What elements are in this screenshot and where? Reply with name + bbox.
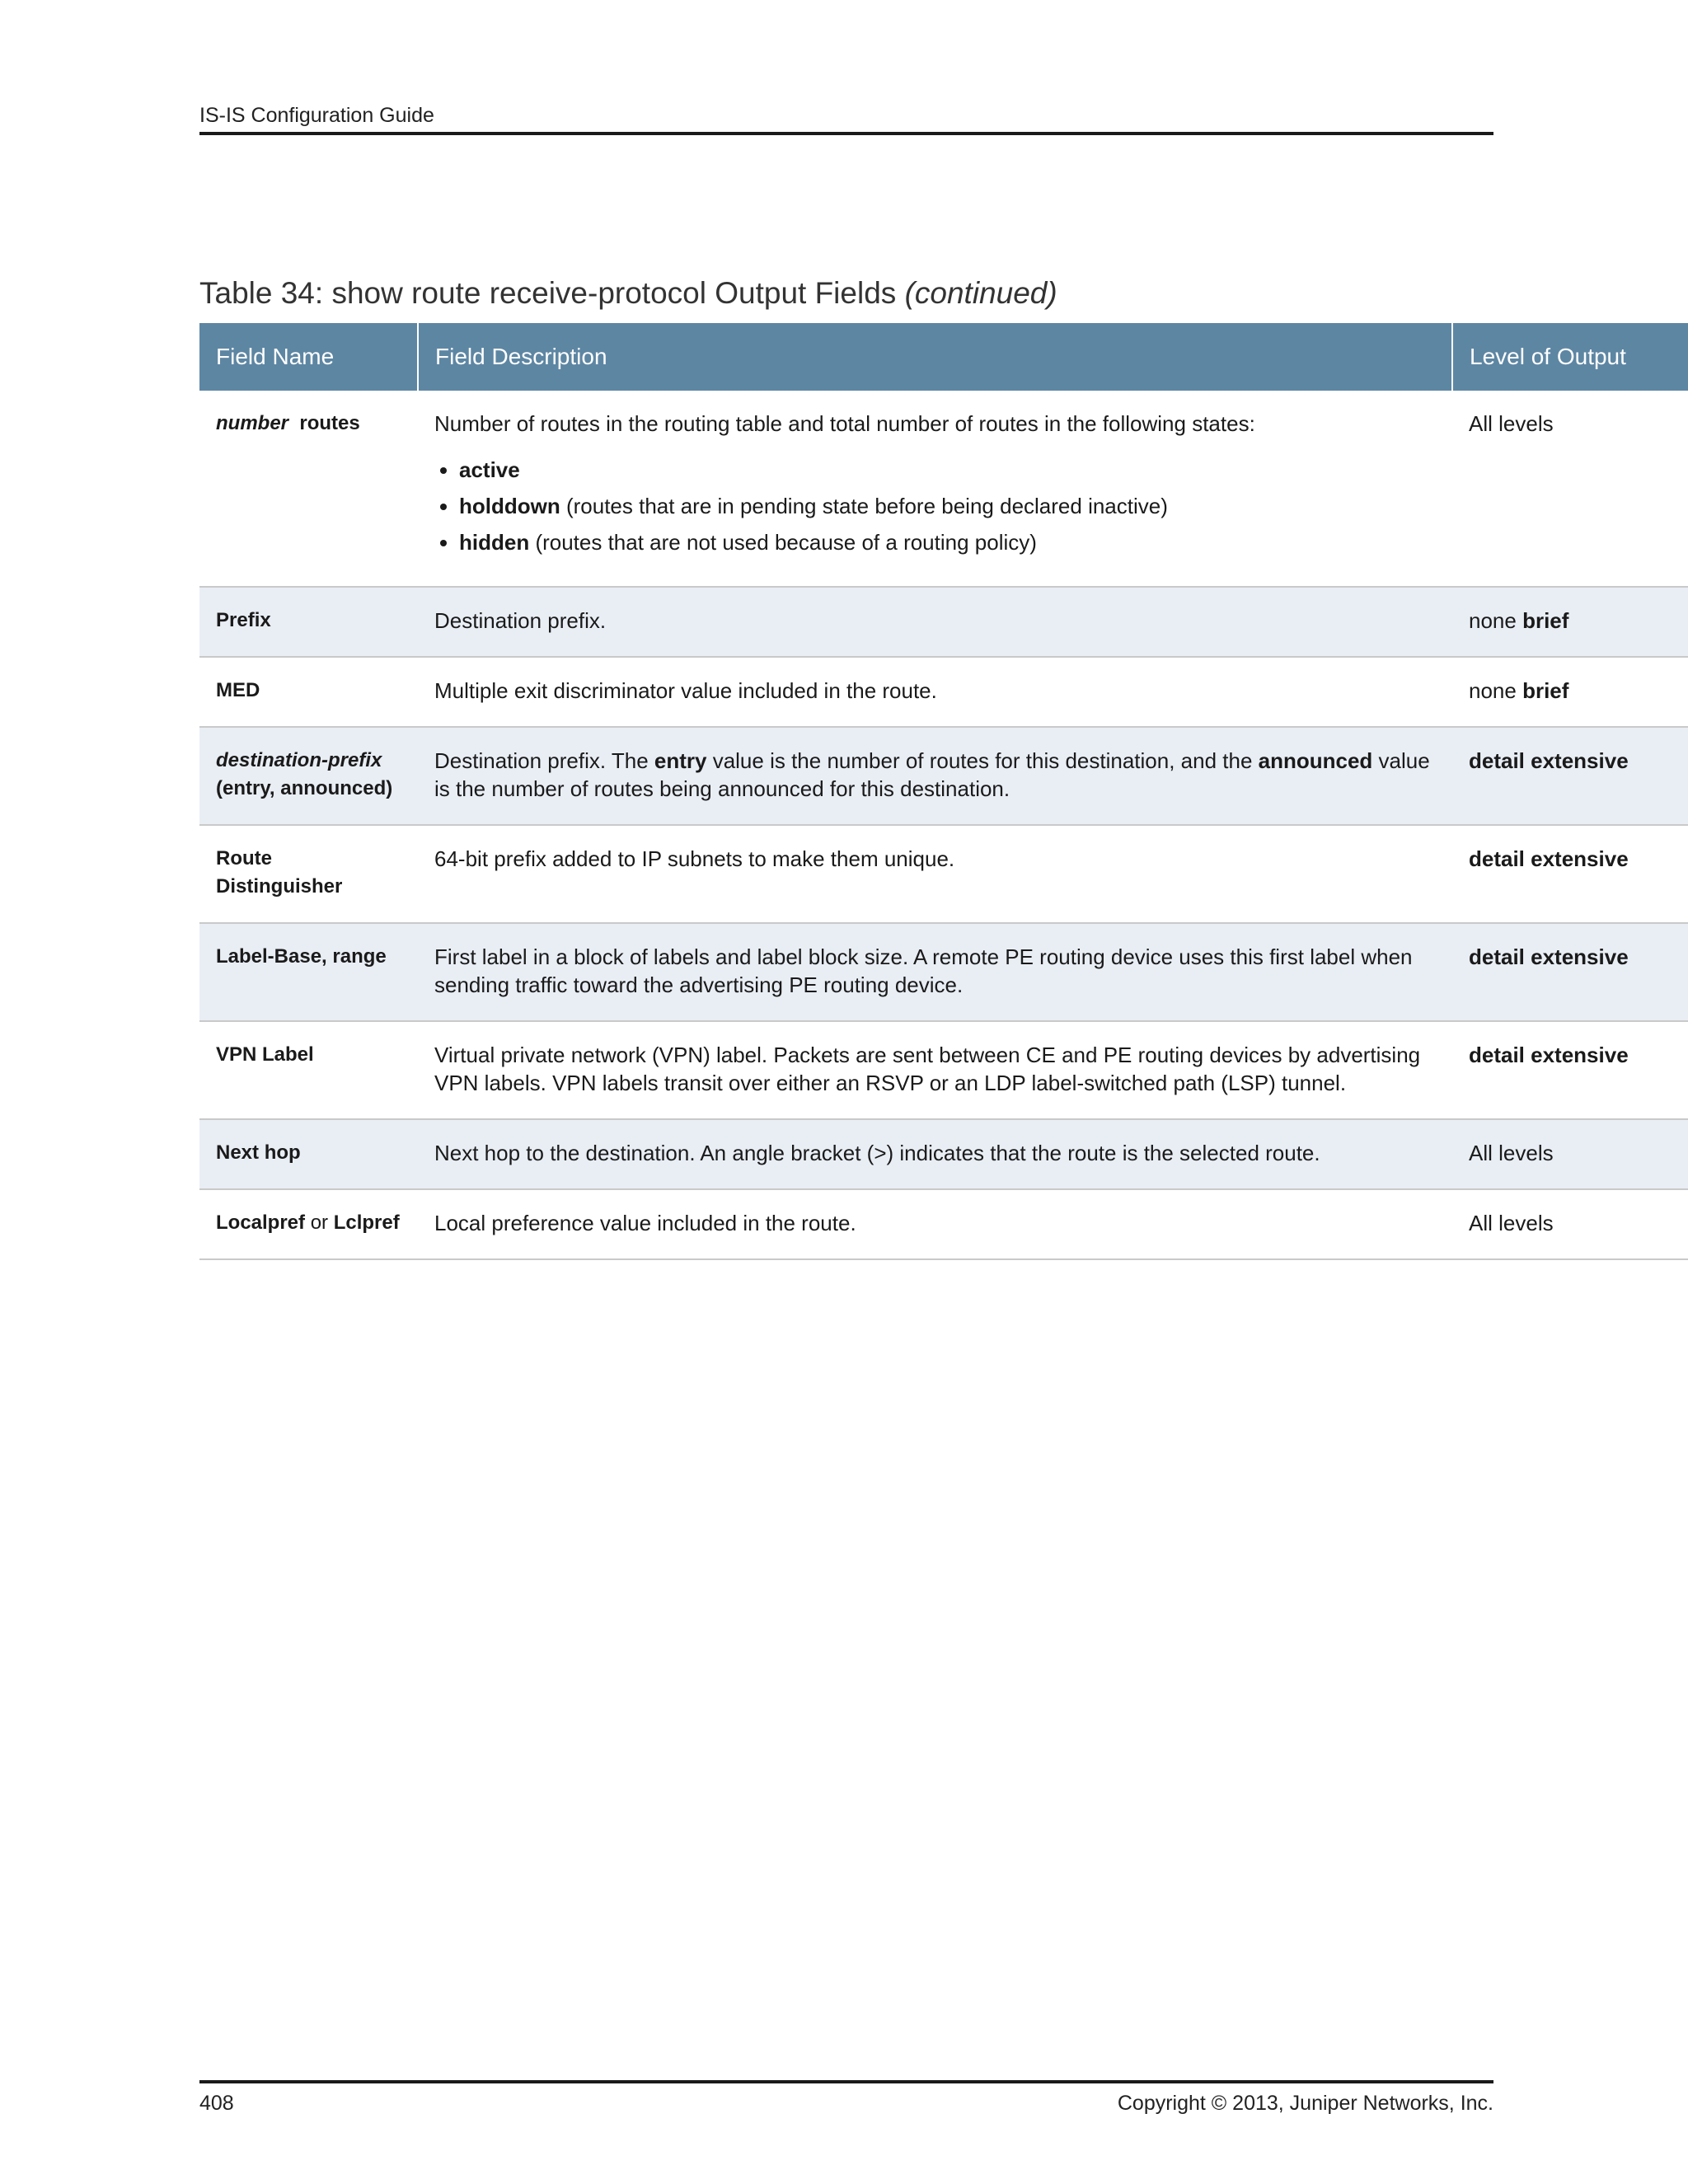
- description-part: value is the number of routes being announced for this destination.: [434, 748, 1430, 801]
- field-name-text: Localpref: [216, 1212, 306, 1234]
- table-caption-title: Table 34: show route receive-protocol Output Fields: [199, 276, 897, 310]
- state-text: (routes that are in pending state before being declared inactive): [560, 494, 1168, 518]
- field-description-cell: Virtual private network (VPN) label. Packets are sent between CE and PE routing devices by advertising VPN labels. VPN labels transit over either an RSVP or an LDP label-switched path (LSP) tunnel.: [418, 1021, 1452, 1119]
- output-fields-table: [199, 323, 1629, 1260]
- level-of-output-cell: detail extensive: [1452, 923, 1688, 1021]
- level-plain: none: [1469, 678, 1517, 703]
- page-number: 408: [199, 2092, 234, 2115]
- description-part: Destination prefix. The: [434, 748, 654, 773]
- state-term: hidden: [459, 530, 530, 555]
- description-part: value is the number of routes for this destination, and the: [706, 748, 1259, 773]
- table-header-row: [199, 323, 1688, 391]
- page-footer: [199, 2080, 1493, 2118]
- description-term: entry: [654, 748, 707, 773]
- level-of-output-cell: [1452, 587, 1688, 657]
- level-of-output-cell: All levels: [1452, 391, 1688, 587]
- level-of-output-cell: detail extensive: [1452, 727, 1688, 825]
- table-caption-continued: (continued): [904, 276, 1057, 310]
- level-of-output-cell: detail extensive: [1452, 825, 1688, 923]
- level-of-output-cell: detail extensive: [1452, 1021, 1688, 1119]
- table-row: [199, 587, 1688, 657]
- level-of-output-cell: All levels: [1452, 1189, 1688, 1259]
- field-description-cell: Destination prefix.: [418, 587, 1452, 657]
- state-term: active: [459, 457, 520, 482]
- field-description-cell: [418, 727, 1452, 825]
- field-description-cell: [418, 391, 1452, 587]
- field-name-italic: destination-prefix: [216, 749, 382, 771]
- level-bold: brief: [1522, 678, 1569, 703]
- field-name-italic: number: [216, 412, 289, 434]
- list-item: [459, 528, 1436, 556]
- column-header-field-name: Field Name: [199, 323, 418, 391]
- route-states-list: [434, 456, 1436, 556]
- field-description-cell: Next hop to the destination. An angle bracket (>) indicates that the route is the selected route.: [418, 1119, 1452, 1189]
- field-description-cell: 64-bit prefix added to IP subnets to make them unique.: [418, 825, 1452, 923]
- field-name-cell: VPN Label: [199, 1021, 418, 1119]
- list-item: [459, 492, 1436, 520]
- field-description-cell: Multiple exit discriminator value included in the route.: [418, 657, 1452, 727]
- field-description-cell: First label in a block of labels and label block size. A remote PE routing device uses this first label when sending traffic toward the advertising PE routing device.: [418, 923, 1452, 1021]
- field-name-cell: Route Distinguisher: [199, 825, 418, 923]
- description-term: announced: [1258, 748, 1373, 773]
- column-header-field-description: Field Description: [418, 323, 1452, 391]
- field-name-cell: [199, 1189, 418, 1259]
- table-row: [199, 923, 1688, 1021]
- field-description-text: Number of routes in the routing table and total number of routes in the following states:: [434, 411, 1255, 436]
- field-name-cell: MED: [199, 657, 418, 727]
- field-name-text: (entry, announced): [216, 777, 393, 799]
- table-row: [199, 727, 1688, 825]
- table-row: [199, 1189, 1688, 1259]
- level-plain: none: [1469, 608, 1517, 633]
- table-row: [199, 1119, 1688, 1189]
- table-row: [199, 825, 1688, 923]
- state-term: holddown: [459, 494, 560, 518]
- field-description-cell: Local preference value included in the route.: [418, 1189, 1452, 1259]
- document-title: IS-IS Configuration Guide: [199, 104, 434, 127]
- field-name-text: routes: [299, 412, 360, 434]
- field-name-cell: [199, 391, 418, 587]
- table-caption: [199, 274, 1057, 313]
- field-name-text: Lclpref: [333, 1212, 400, 1234]
- field-name-cell: Next hop: [199, 1119, 418, 1189]
- level-of-output-cell: [1452, 657, 1688, 727]
- field-name-cell: Label-Base, range: [199, 923, 418, 1021]
- copyright-notice: Copyright © 2013, Juniper Networks, Inc.: [1117, 2092, 1493, 2115]
- table-row: [199, 391, 1688, 587]
- field-name-cell: [199, 727, 418, 825]
- level-of-output-cell: All levels: [1452, 1119, 1688, 1189]
- list-item: [459, 456, 1436, 484]
- field-name-cell: Prefix: [199, 587, 418, 657]
- table-row: [199, 1021, 1688, 1119]
- table-row: [199, 657, 1688, 727]
- level-bold: brief: [1522, 608, 1569, 633]
- state-text: (routes that are not used because of a routing policy): [529, 530, 1037, 555]
- column-header-level-of-output: Level of Output: [1452, 323, 1688, 391]
- page-header: [199, 101, 1493, 135]
- field-name-connector: or: [305, 1212, 334, 1234]
